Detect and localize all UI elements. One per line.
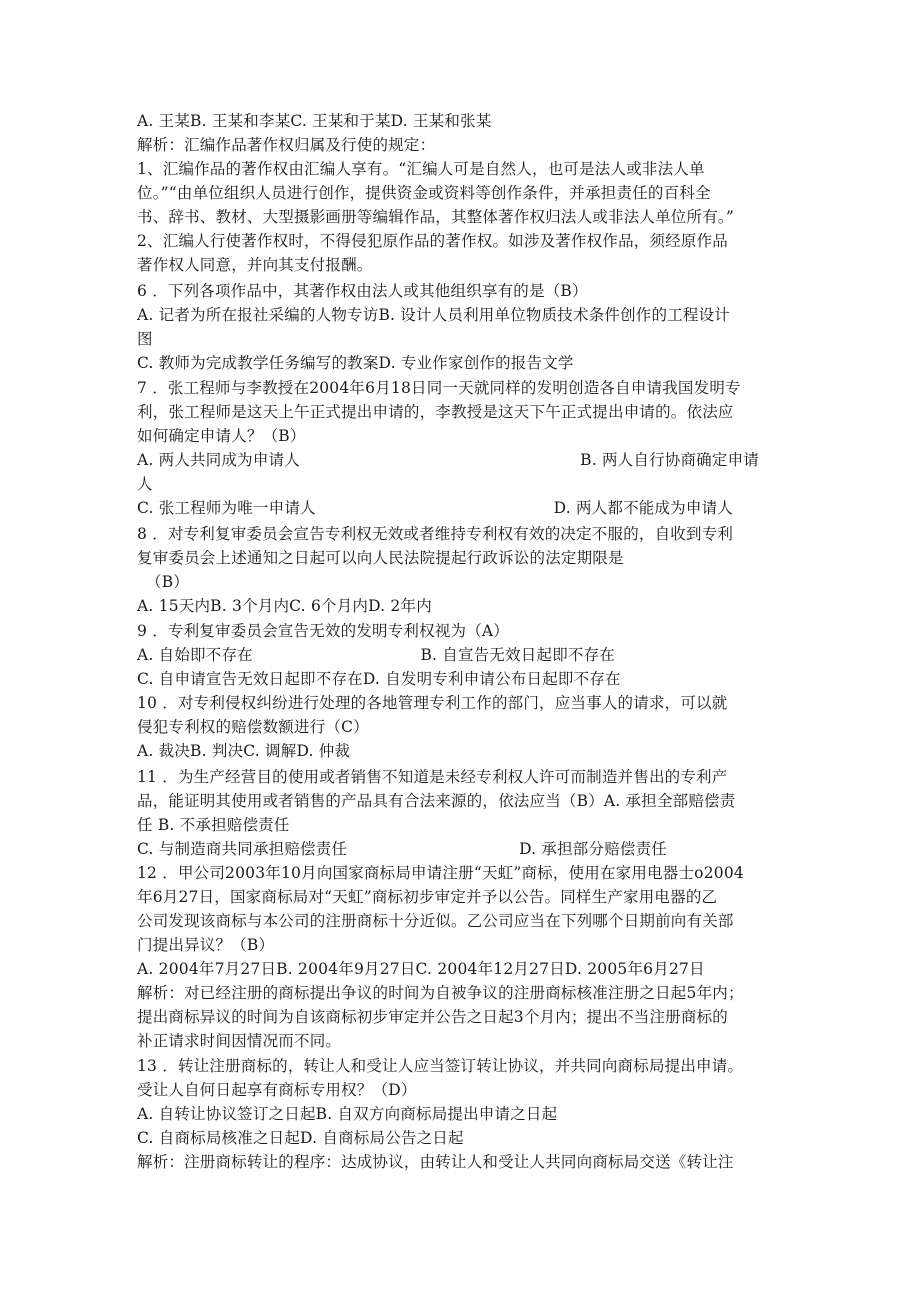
q7-option-d: D. 两人都不能成为申请人 [553, 499, 733, 517]
text-line: 提出商标异议的时间为自该商标初步审定并公告之日起3个月内；提出不当注册商标的 [137, 1008, 728, 1026]
q7-options-cd [137, 496, 733, 520]
q9-option-b: B. 自宣告无效日起即不存在 [420, 646, 615, 664]
text-line: 人 [137, 475, 153, 493]
question-11: 11 ．为生产经营目的使用或者销售不知道是未经专利权人许可而制造并售出的专利产 [137, 768, 728, 786]
q7-options-ab [137, 448, 759, 472]
q9-option-a: A. 自始即不存在 [137, 646, 253, 664]
q8-options: A. 15天内B. 3个月内C. 6个月内D. 2年内 [137, 597, 432, 615]
text-line: 公司发现该商标与本公司的注册商标十分近似。乙公司应当在下列哪个日期前向有关部 [137, 912, 734, 930]
q7-option-c: C. 张工程师为唯一申请人 [137, 499, 316, 517]
q11-option-c: C. 与制造商共同承担赔偿责任 [137, 840, 348, 858]
text-line: 图 [137, 330, 153, 348]
analysis-heading: 解析：汇编作品著作权归属及行使的规定： [137, 136, 436, 154]
text-line: 复审委员会上述通知之日起可以向人民法院提起行政诉讼的法定期限是 [137, 549, 624, 567]
text-line: 1、汇编作品的著作权由汇编人享有。“汇编人可是自然人，也可是法人或非法人单 [137, 160, 705, 178]
text-line: 任 B. 不承担赔偿责任 [137, 816, 290, 834]
q6-options-cd: C. 教师为完成教学任务编写的教案D. 专业作家创作的报告文学 [137, 354, 574, 372]
q10-options: A. 裁决B. 判决C. 调解D. 仲裁 [137, 742, 351, 760]
text-line: 著作权人同意，并向其支付报酬。 [137, 256, 373, 274]
text-line: 年6月27日，国家商标局对“天虹”商标初步审定并予以公告。同样生产家用电器的乙 [137, 888, 718, 906]
q11-options-cd [137, 837, 667, 861]
text-line: 侵犯专利权的赔偿数额进行（C） [137, 718, 369, 736]
q13-options-cd: C. 自商标局核准之日起D. 自商标局公告之日起 [137, 1129, 464, 1147]
q12-options: A. 2004年7月27日B. 2004年9月27日C. 2004年12月27日D. 2005年6月27日 [137, 960, 705, 978]
q8-answer: （B） [146, 573, 189, 591]
q13-options-ab: A. 自转让协议签订之日起B. 自双方向商标局提出申请之日起 [137, 1105, 558, 1123]
question-12: 12 ．甲公司2003年10月向国家商标局申请注册“天虹”商标，使用在家用电器士o2004 [137, 864, 744, 882]
q11-option-d: D. 承担部分赔偿责任 [519, 840, 667, 858]
question-6: 6 ．下列各项作品中，其著作权由法人或其他组织享有的是（B） [137, 282, 588, 300]
q7-option-b: B. 两人自行协商确定申请 [580, 451, 759, 469]
text-line: 补正请求时间因情况而不同。 [137, 1032, 342, 1050]
text-line: 2、汇编人行使著作权时，不得侵犯原作品的著作权。如涉及著作权作品，须经原作品 [137, 232, 728, 250]
question-7: 7 ．张工程师与李教授在2004年6月18日同一天就同样的发明创造各自申请我国发明专 [137, 379, 741, 397]
question-13: 13 ．转让注册商标的，转让人和受让人应当签订转让协议，并共同向商标局提出申请。 [137, 1057, 744, 1075]
question-9: 9 ．专利复审委员会宣告无效的发明专利权视为（A） [137, 622, 509, 640]
q5-options: A. 王某B. 王某和李某C. 王某和于某D. 王某和张某 [137, 112, 492, 130]
text-line: 如何确定申请人？（B） [137, 427, 306, 445]
q6-options-ab: A. 记者为所在报社采编的人物专访B. 设计人员利用单位物质技术条件创作的工程设计 [137, 306, 730, 324]
analysis-line: 解析：注册商标转让的程序：达成协议，由转让人和受让人共同向商标局交送《转让注 [137, 1153, 734, 1171]
text-line: 书、辞书、教材、大型摄影画册等编辑作品，其整体著作权归法人或非法人单位所有。” [137, 208, 734, 226]
q7-option-a: A. 两人共同成为申请人 [137, 451, 300, 469]
text-line: 位。”“由单位组织人员进行创作，提供资金或资料等创作条件，并承担责任的百科全 [137, 184, 711, 202]
text-line: 品，能证明其使用或者销售的产品具有合法来源的，依法应当（B）A. 承担全部赔偿责 [137, 792, 736, 810]
q9-options-cd: C. 自申请宣告无效日起即不存在D. 自发明专利申请公布日起即不存在 [137, 670, 621, 688]
question-10: 10 ．对专利侵权纠纷进行处理的各地管理专利工作的部门，应当事人的请求，可以就 [137, 694, 728, 712]
text-line: 利，张工程师是这天上午正式提出申请的，李教授是这天下午正式提出申请的。依法应 [137, 403, 734, 421]
q9-options-ab [137, 643, 615, 667]
text-line: 门提出异议？（B） [137, 936, 275, 954]
question-8: 8 ．对专利复审委员会宣告专利权无效或者维持专利权有效的决定不服的，自收到专利 [137, 525, 734, 543]
analysis-line: 解析：对已经注册的商标提出争议的时间为自被争议的注册商标核准注册之日起5年内； [137, 984, 744, 1002]
text-line: 受让人自何日起享有商标专用权？（D） [137, 1081, 417, 1099]
